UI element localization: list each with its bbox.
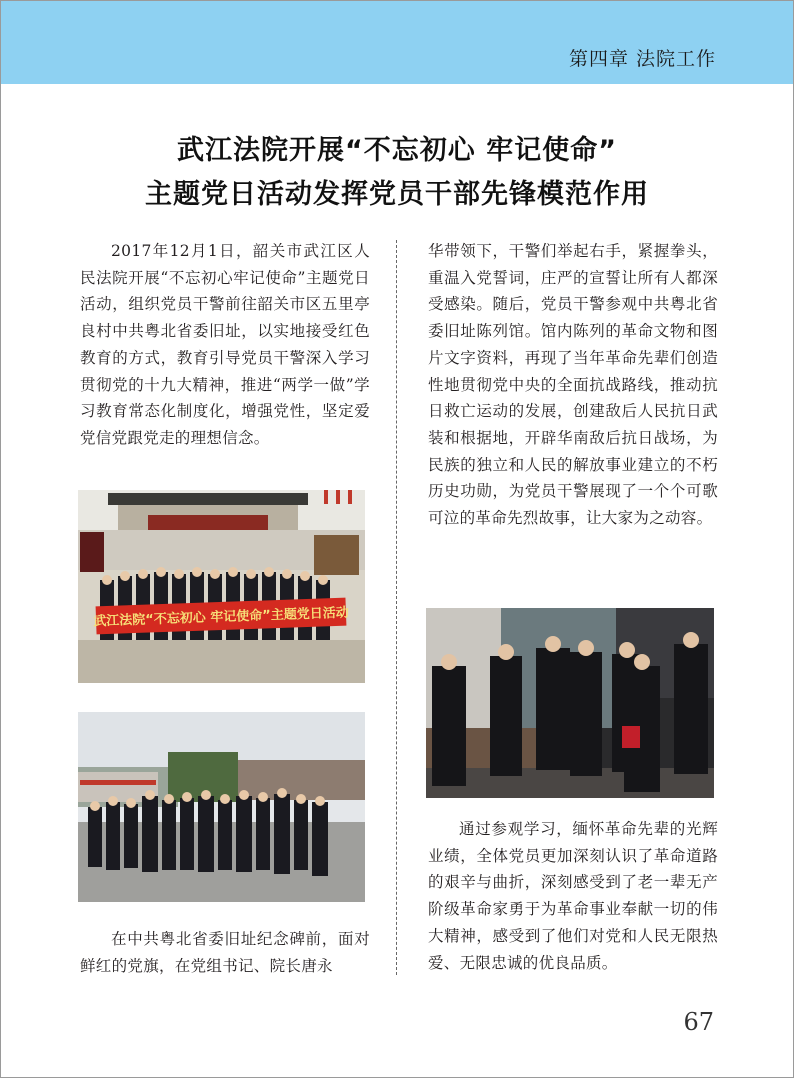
article-title-line2: 主题党日活动发挥党员干部先锋模范作用	[145, 179, 649, 210]
photo-banner-text: 武江法院“不忘初心 牢记使命”主题党日活动	[93, 605, 350, 630]
header-band	[0, 0, 794, 84]
left-column-bottom	[80, 926, 370, 979]
photo-group-banner	[78, 490, 365, 683]
right-column-bottom	[428, 816, 718, 976]
left-column-top	[80, 238, 370, 452]
right-paragraph-1: 华带领下，干警们举起右手，紧握拳头，重温入党誓词，庄严的宣誓让所有人都深受感染。随后，党员干警参观中共粤北省委旧址陈列馆。馆内陈列的革命文物和图片文字资料，再现了当年革命先辈们创造性地贯彻党中央的全面抗战路线，推动抗日救亡运动的发展，创建敌后人民抗日武装和根据地，开辟华南敌后抗日战场，为民族的独立和人民的解放事业建立的不朽历史功勋，为党员干警展现了一个个可歌可泣的革命先烈故事，让大家为之动容。	[428, 242, 718, 528]
photo-exhibition-hall	[426, 608, 714, 798]
page-number: 67	[683, 1008, 714, 1036]
column-divider	[396, 240, 397, 975]
left-paragraph-2: 在中共粤北省委旧址纪念碑前，面对鲜红的党旗，在党组书记、院长唐永	[80, 930, 370, 975]
article-title-line1: 武江法院开展“不忘初心 牢记使命”	[177, 135, 617, 166]
photo-group-outdoor	[78, 712, 365, 902]
chapter-heading: 第四章 法院工作	[568, 48, 716, 70]
right-column-top	[428, 238, 718, 532]
left-paragraph-1: 2017年12月1日，韶关市武江区人民法院开展“不忘初心牢记使命”主题党日活动，组织党员干警前往韶关市区五里亭良村中共粤北省委旧址，以实地接受红色教育的方式，教育引导党员干警深入学习贯彻党的十九大精神，推进“两学一做”学习教育常态化制度化，增强党性，坚定爱党信党跟党走的理想信念。	[80, 242, 370, 447]
right-paragraph-2: 通过参观学习，缅怀革命先辈的光辉业绩，全体党员更加深刻认识了革命道路的艰辛与曲折，深刻感受到了老一辈无产阶级革命家勇于为革命事业奉献一切的伟大精神，感受到了他们对党和人民无限热爱、无限忠诚的优良品质。	[428, 820, 718, 972]
